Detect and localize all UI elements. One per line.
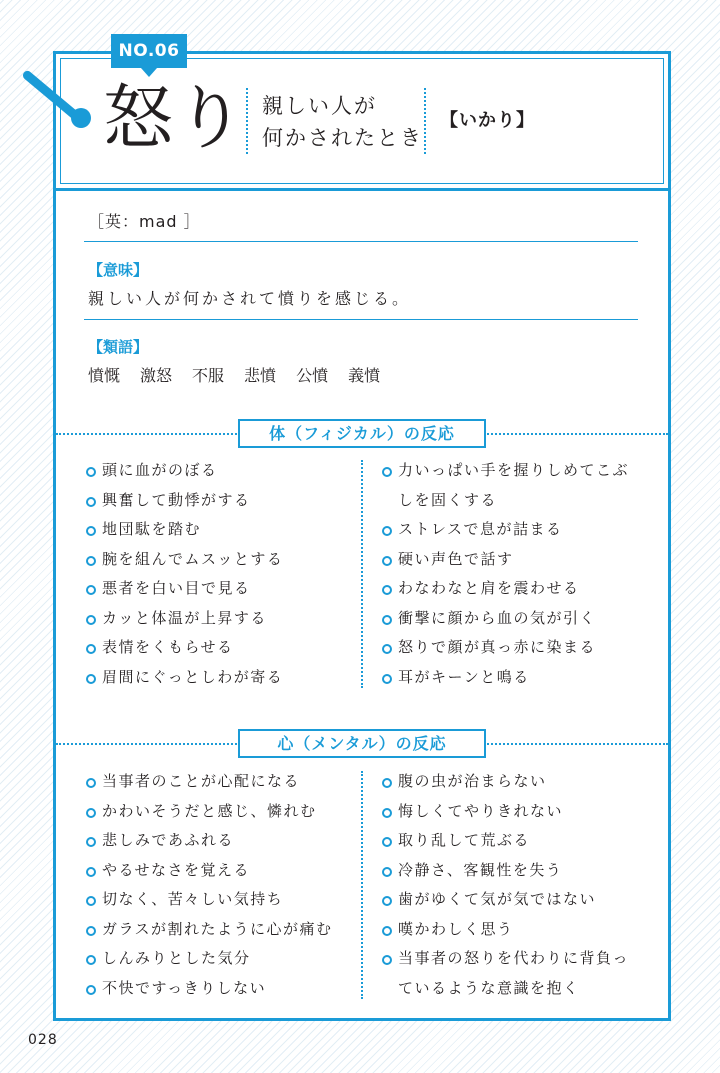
list-item: 腹の虫が治まらない: [382, 767, 629, 797]
list-item: ストレスで息が詰まる: [382, 515, 629, 545]
synonyms-label: 【類語】: [88, 338, 149, 356]
mental-heading: 心（メンタル）の反応: [238, 729, 486, 758]
bullet-icon: [382, 837, 392, 847]
bullet-icon: [86, 837, 96, 847]
column-divider: [361, 460, 363, 688]
entry-number-badge: NO.06: [111, 34, 187, 68]
bullet-icon: [86, 556, 96, 566]
bullet-icon: [382, 674, 392, 684]
synonym-item: 公憤: [296, 366, 329, 385]
list-item: 冷静さ、客観性を失う: [382, 856, 629, 886]
header-separator: [424, 88, 426, 154]
bullet-icon: [382, 467, 392, 477]
list-item: 力いっぱい手を握りしめてこぶ: [382, 456, 629, 486]
list-item: カッと体温が上昇する: [86, 604, 283, 634]
list-item: 悔しくてやりきれない: [382, 797, 629, 827]
list-item: 硬い声色で話す: [382, 545, 629, 575]
mental-list-left: [86, 767, 333, 1003]
list-item: 腕を組んでムスッとする: [86, 545, 283, 575]
bullet-icon: [86, 926, 96, 936]
bullet-icon: [382, 526, 392, 536]
list-item: わなわなと肩を震わせる: [382, 574, 629, 604]
subtitle-line-1: 親しい人が: [262, 94, 377, 118]
bullet-icon: [86, 585, 96, 595]
page-number: 028: [28, 1032, 58, 1048]
divider-line: [84, 241, 638, 242]
bullet-icon: [86, 808, 96, 818]
list-item: 歯がゆくて気が気ではない: [382, 885, 629, 915]
bullet-icon: [86, 778, 96, 788]
list-item: 眉間にぐっとしわが寄る: [86, 663, 283, 693]
list-item: 当事者の怒りを代わりに背負っ: [382, 944, 629, 974]
bullet-icon: [382, 644, 392, 654]
english-translation: ［英：mad ］: [88, 212, 201, 231]
list-item-continuation: しを固くする: [398, 490, 498, 509]
list-item: 悪者を白い目で見る: [86, 574, 283, 604]
synonym-item: 不服: [192, 366, 225, 385]
bullet-icon: [86, 526, 96, 536]
synonyms-list: [88, 363, 380, 386]
bullet-icon: [382, 615, 392, 625]
list-item: 当事者のことが心配になる: [86, 767, 333, 797]
bullet-icon: [382, 778, 392, 788]
list-item: 取り乱して荒ぶる: [382, 826, 629, 856]
entry-title: 怒り: [103, 77, 247, 159]
index-tab-dot: [71, 108, 91, 128]
bullet-icon: [382, 556, 392, 566]
entry-subtitle: [262, 90, 423, 154]
bullet-icon: [86, 985, 96, 995]
list-item: 耳がキーンと鳴る: [382, 663, 629, 693]
physical-list-left: [86, 456, 283, 692]
list-item: 衝撃に顔から血の気が引く: [382, 604, 629, 634]
synonym-item: 激怒: [140, 366, 173, 385]
mental-list-right: [382, 767, 629, 1003]
bullet-icon: [86, 467, 96, 477]
bullet-icon: [86, 497, 96, 507]
list-item: 嘆かわしく思う: [382, 915, 629, 945]
bullet-icon: [382, 585, 392, 595]
subtitle-line-2: 何かされたとき: [262, 126, 423, 150]
list-item: 悲しみであふれる: [86, 826, 333, 856]
list-item: しんみりとした気分: [86, 944, 333, 974]
bullet-icon: [382, 955, 392, 965]
list-item: 切なく、苦々しい気持ち: [86, 885, 333, 915]
physical-list-right: [382, 456, 629, 692]
list-item: ガラスが割れたように心が痛む: [86, 915, 333, 945]
entry-reading: 【いかり】: [440, 110, 535, 131]
bullet-icon: [86, 644, 96, 654]
bullet-icon: [382, 867, 392, 877]
bullet-icon: [382, 896, 392, 906]
synonym-item: 憤慨: [88, 366, 121, 385]
list-item: 興奮して動悸がする: [86, 486, 283, 516]
column-divider: [361, 771, 363, 999]
bullet-icon: [382, 926, 392, 936]
list-item: かわいそうだと感じ、憐れむ: [86, 797, 333, 827]
synonym-item: 悲憤: [244, 366, 277, 385]
header-separator: [246, 88, 248, 154]
list-item: 頭に血がのぼる: [86, 456, 283, 486]
list-item: 表情をくもらせる: [86, 633, 283, 663]
meaning-label: 【意味】: [88, 261, 149, 279]
list-item: 地団駄を踏む: [86, 515, 283, 545]
bullet-icon: [86, 896, 96, 906]
bullet-icon: [86, 615, 96, 625]
divider-line: [84, 319, 638, 320]
synonym-item: 義憤: [348, 366, 381, 385]
meaning-text: 親しい人が何かされて憤りを感じる。: [88, 289, 412, 308]
bullet-icon: [86, 674, 96, 684]
list-item: 不快ですっきりしない: [86, 974, 333, 1004]
list-item: やるせなさを覚える: [86, 856, 333, 886]
bullet-icon: [86, 955, 96, 965]
bullet-icon: [86, 867, 96, 877]
bullet-icon: [382, 808, 392, 818]
physical-heading: 体（フィジカル）の反応: [238, 419, 486, 448]
list-item-continuation: ているような意識を抱く: [398, 978, 580, 997]
list-item: 怒りで顔が真っ赤に染まる: [382, 633, 629, 663]
